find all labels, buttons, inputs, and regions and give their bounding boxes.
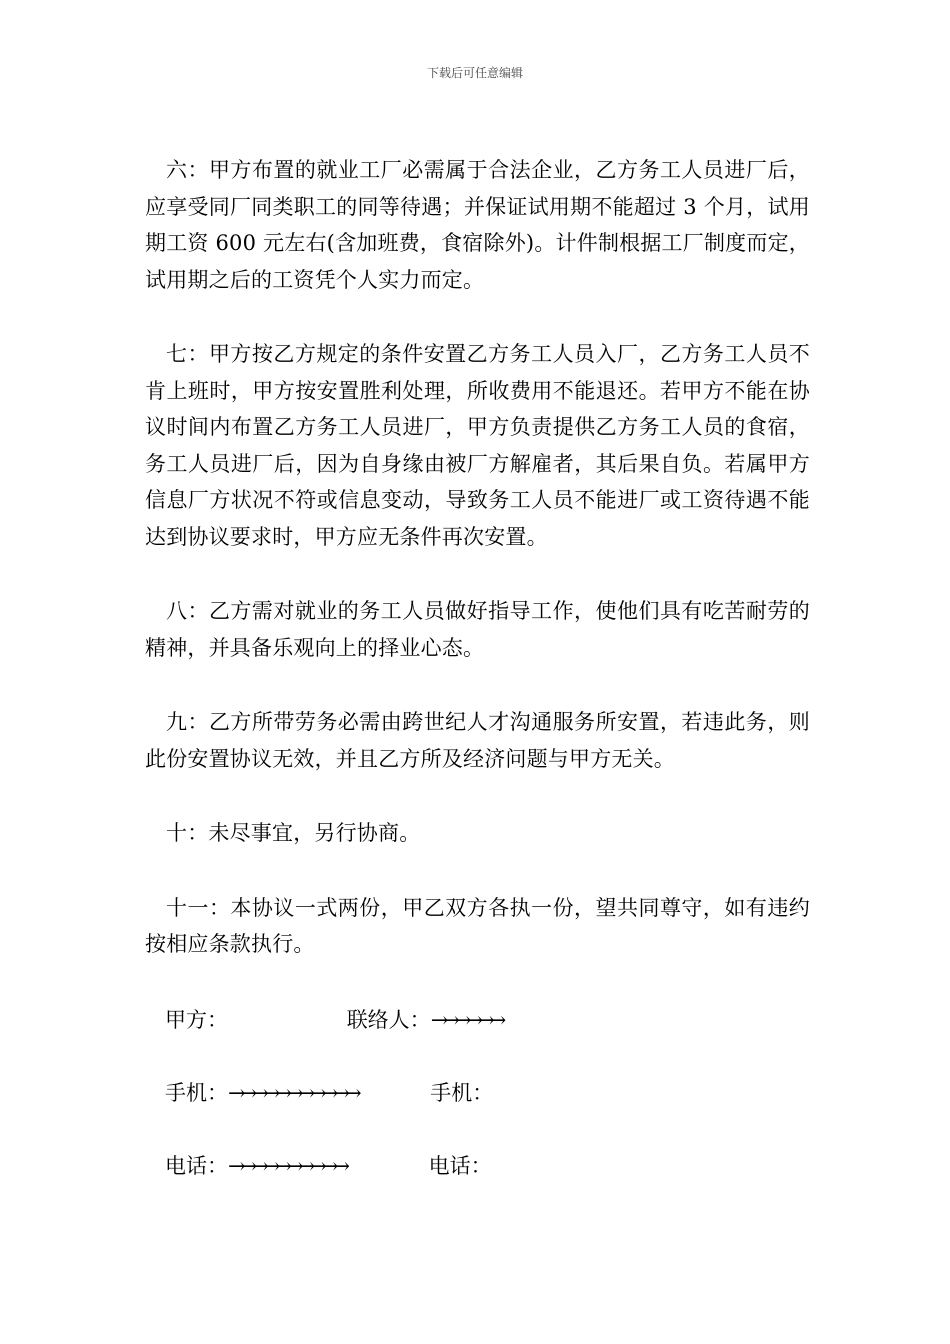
contact-blank: →→→→→→: [430, 1008, 501, 1032]
clause-10: 十：未尽事宜，另行协商。: [166, 821, 421, 845]
signature-row-party: [165, 1004, 500, 1034]
clause-9: 九：乙方所带劳务必需由跨世纪人才沟通服务所安置，若违此务，则此份安置协议无效，并且乙方所及经济问题与甲方无关。: [145, 710, 810, 771]
document-body: [145, 152, 810, 1001]
contact-label: 联络人：: [346, 1008, 431, 1032]
phone-b-label: 电话：: [428, 1154, 492, 1178]
signature-row-mobile: [165, 1077, 493, 1107]
mobile-a-label: 手机：: [165, 1081, 228, 1105]
mobile-a-blank: →→→→→→→→→→→: [228, 1081, 356, 1105]
clause-11: 十一：本协议一式两份，甲乙双方各执一份，望共同尊守，如有违约按相应条款执行。: [145, 895, 810, 956]
phone-a-blank: →→→→→→→→→→: [228, 1154, 344, 1178]
phone-a-label: 电话：: [165, 1154, 228, 1178]
clause-7: 七：甲方按乙方规定的条件安置乙方务工人员入厂，乙方务工人员不肯上班时，甲方按安置胜利处理，所收费用不能退还。若甲方不能在协议时间内布置乙方务工人员进厂，甲方负责提供乙方务工人员的食宿，务工人员进厂后，因为自身缘由被厂方解雇者，其后果自负。若属甲方信息厂方状况不符或信息变动，导致务工人员不能进厂或工资待遇不能达到协议要求时，甲方应无条件再次安置。: [145, 342, 810, 549]
mobile-b-label: 手机：: [430, 1081, 494, 1105]
clause-6: 六：甲方布置的就业工厂必需属于合法企业，乙方务工人员进厂后，应享受同厂同类职工的同等待遇；并保证试用期不能超过 3 个月，试用期工资 600 元左右(含加班费，食宿除外)。计件制根据工厂制度而定，试用期之后的工资凭个人实力而定。: [145, 158, 810, 292]
signature-row-phone: [165, 1150, 492, 1180]
party-a-label: 甲方：: [165, 1008, 228, 1032]
page-header: 下载后可任意编辑: [426, 66, 523, 80]
clause-8: 八：乙方需对就业的务工人员做好指导工作，使他们具有吃苦耐劳的精神，并具备乐观向上的择业心态。: [145, 599, 810, 660]
